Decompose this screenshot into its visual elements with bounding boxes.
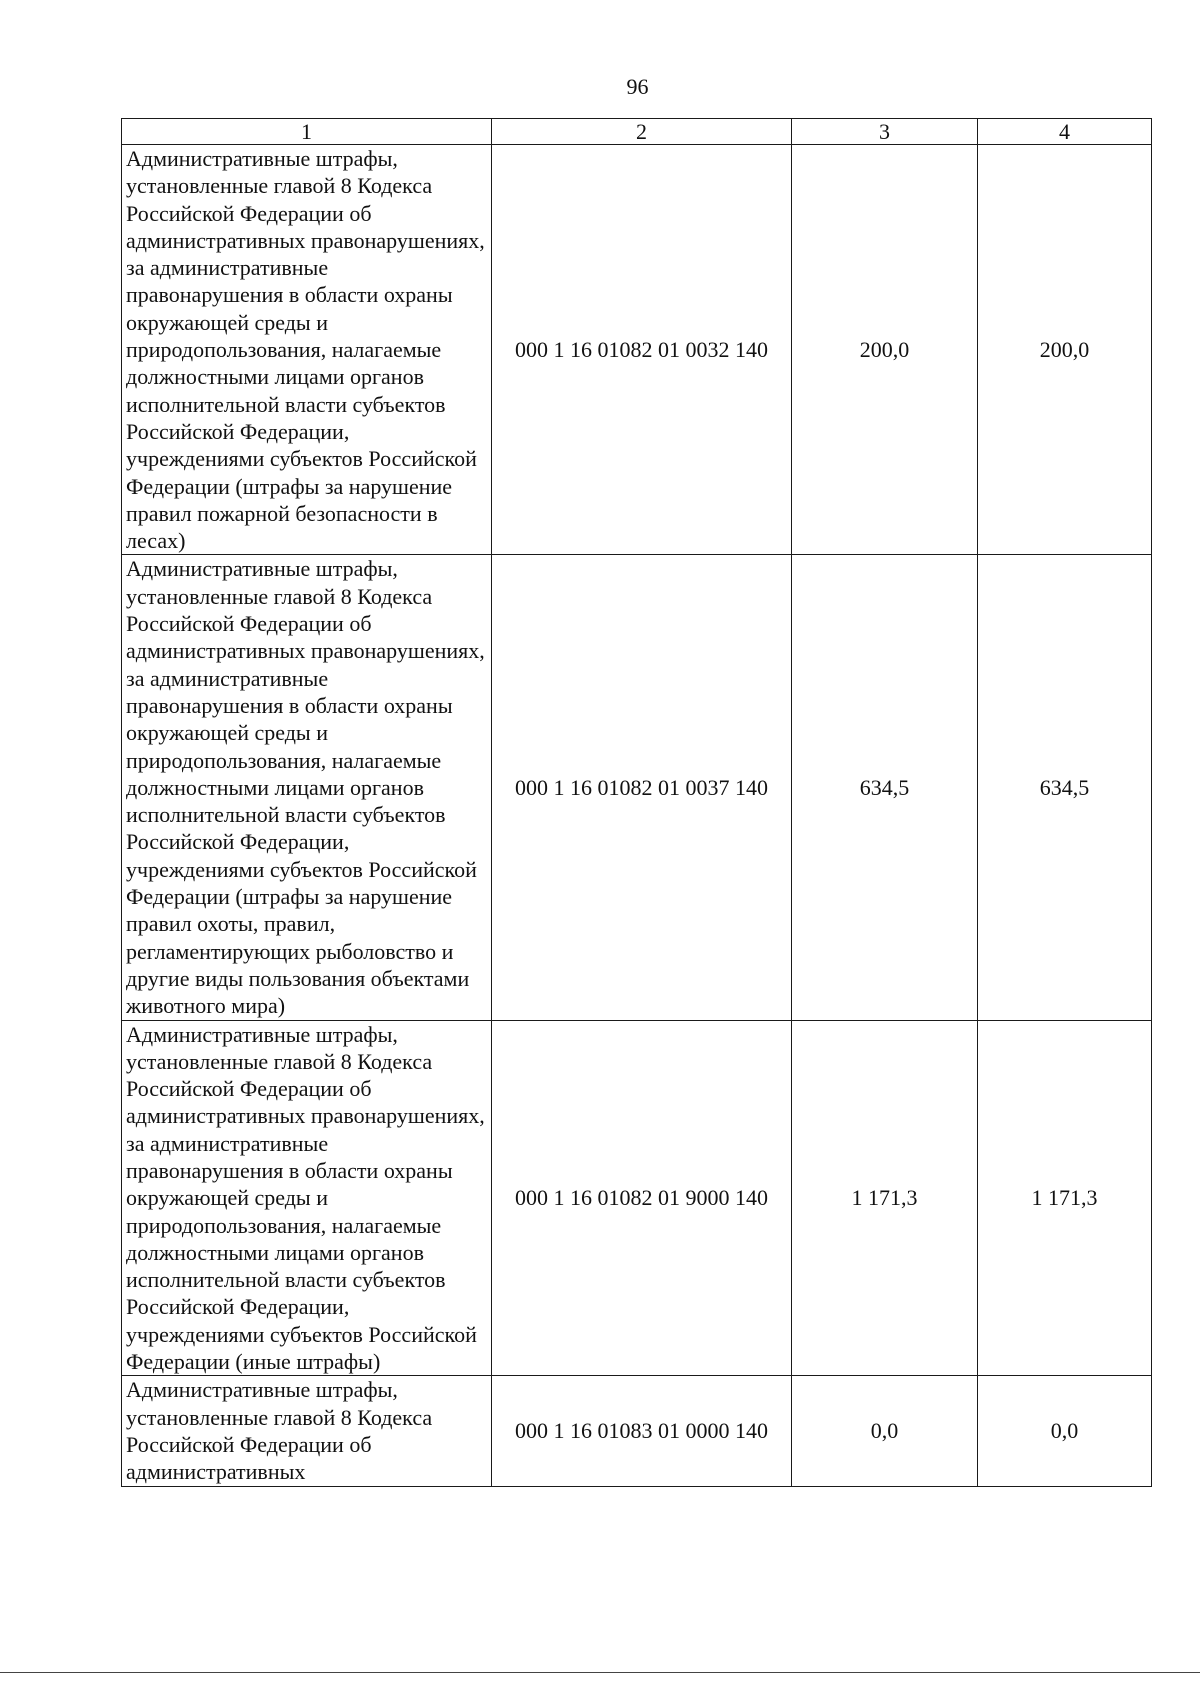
row-value-col4: 200,0: [978, 145, 1152, 555]
column-header-3: 3: [792, 119, 978, 145]
row-description: Административные штрафы, установленные главой 8 Кодекса Российской Федерации об административных: [122, 1376, 492, 1486]
page-number: 96: [626, 74, 649, 99]
table-row: [122, 1376, 1152, 1486]
footer-rule: [0, 1672, 1200, 1673]
column-header-4: 4: [978, 119, 1152, 145]
table-header-row: [122, 119, 1152, 145]
row-description: Административные штрафы, установленные главой 8 Кодекса Российской Федерации об административных правонарушениях, за административные правонарушения в области охраны окружающей среды и природопользования, налагаемые должностными лицами органов исполнительной власти субъектов Российской Федерации, учреждениями субъектов Российской Федерации (штрафы за нарушение правил охоты, правил, регламентирующих рыболовство и другие виды пользования объектами животного мира): [122, 555, 492, 1020]
row-budget-code: 000 1 16 01082 01 9000 140: [492, 1020, 792, 1376]
table-row: [122, 1020, 1152, 1376]
table-row: [122, 145, 1152, 555]
column-header-2: 2: [492, 119, 792, 145]
table-row: [122, 555, 1152, 1020]
row-description: Административные штрафы, установленные главой 8 Кодекса Российской Федерации об административных правонарушениях, за административные правонарушения в области охраны окружающей среды и природопользования, налагаемые должностными лицами органов исполнительной власти субъектов Российской Федерации, учреждениями субъектов Российской Федерации (иные штрафы): [122, 1020, 492, 1376]
row-value-col3: 634,5: [792, 555, 978, 1020]
column-header-1: 1: [122, 119, 492, 145]
row-value-col3: 200,0: [792, 145, 978, 555]
row-budget-code: 000 1 16 01082 01 0032 140: [492, 145, 792, 555]
row-value-col4: 0,0: [978, 1376, 1152, 1486]
row-value-col4: 1 171,3: [978, 1020, 1152, 1376]
budget-table: [121, 118, 1152, 1487]
row-value-col3: 1 171,3: [792, 1020, 978, 1376]
row-budget-code: 000 1 16 01083 01 0000 140: [492, 1376, 792, 1486]
row-budget-code: 000 1 16 01082 01 0037 140: [492, 555, 792, 1020]
row-value-col4: 634,5: [978, 555, 1152, 1020]
row-value-col3: 0,0: [792, 1376, 978, 1486]
row-description: Административные штрафы, установленные главой 8 Кодекса Российской Федерации об административных правонарушениях, за административные правонарушения в области охраны окружающей среды и природопользования, налагаемые должностными лицами органов исполнительной власти субъектов Российской Федерации, учреждениями субъектов Российской Федерации (штрафы за нарушение правил пожарной безопасности в лесах): [122, 145, 492, 555]
